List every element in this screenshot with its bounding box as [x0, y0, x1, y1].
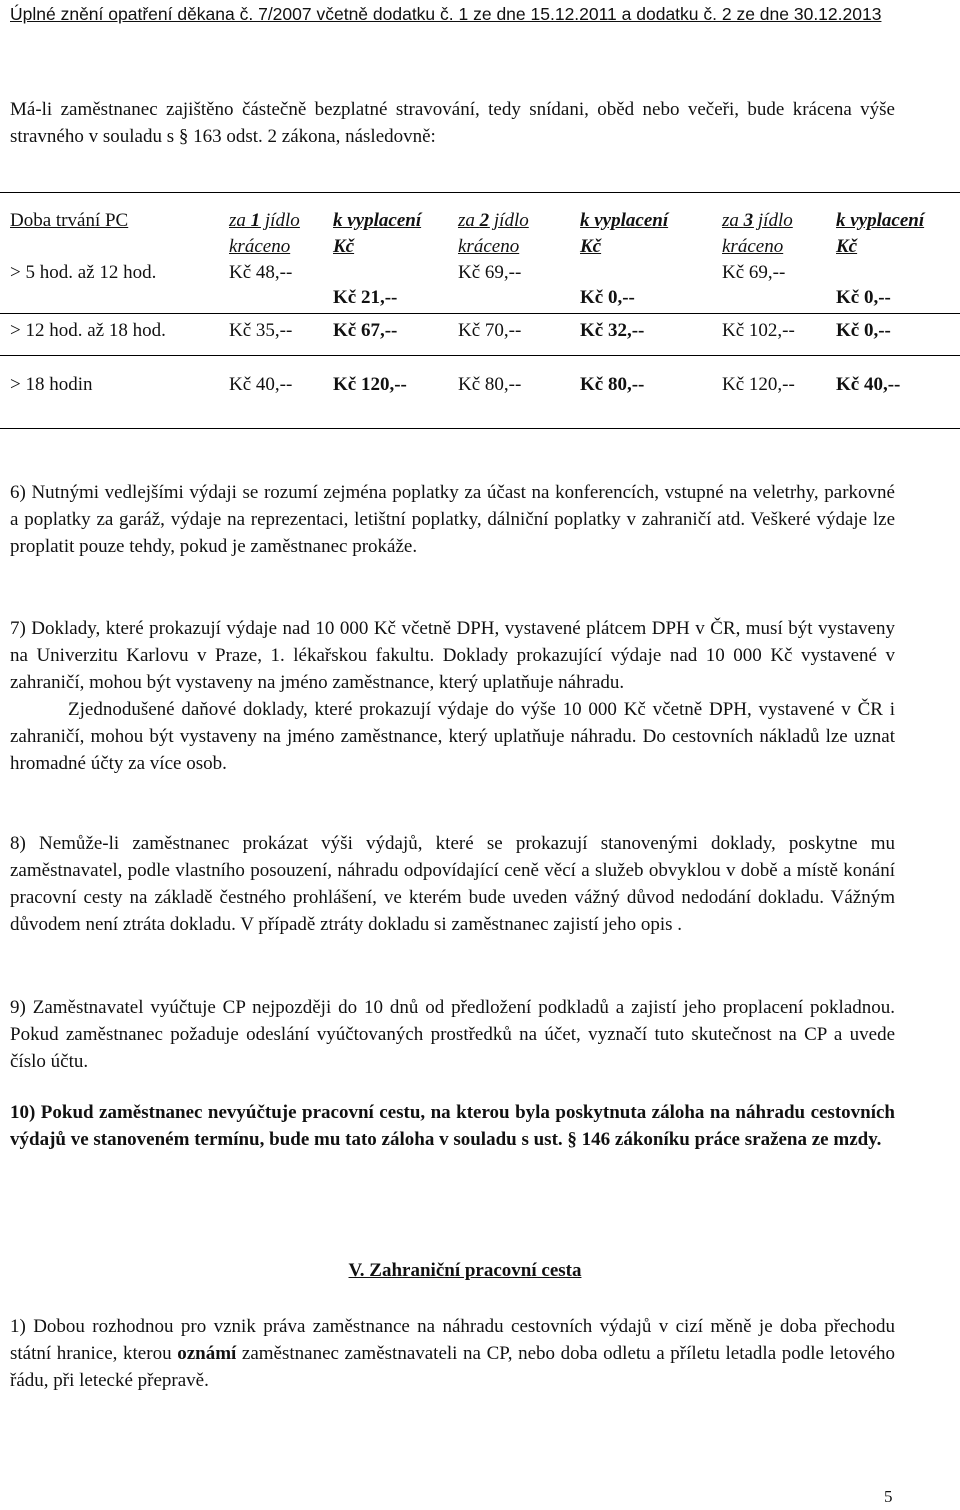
- s1-text-bold: oznámí: [177, 1343, 237, 1364]
- table-row-separator: [0, 313, 960, 314]
- row2-duration: > 12 hod. až 18 hod.: [10, 320, 166, 341]
- paragraph-8: 8) Nemůže-li zaměstnanec prokázat výši výdajů, které se prokazují stanovenými doklady, poskytne mu zaměstnavatel, podle vlastního posouzení, náhradu odpovídající ceně věcí a služeb obvyklou v době a místě konání pracovní cesty na základě čestného prohlášení, ve kterém bude uveden vážný důvod nedodání dokladu. Vážným důvodem není ztráta dokladu. V případě ztráty dokladu si zaměstnanec zajistí jeho opis .: [10, 833, 895, 935]
- intro-paragraph: Má-li zaměstnanec zajištěno částečně bezplatné stravování, tedy snídani, oběd nebo večeři, bude krácena výše stravného v souladu s § 163 odst. 2 zákona, následovně:: [10, 99, 895, 147]
- header-duration: Doba trvání PC: [10, 210, 129, 231]
- paragraph-7: [10, 615, 895, 777]
- paragraph-9: 9) Zaměstnavatel vyúčtuje CP nejpozději do 10 dnů od předložení podkladů a zajistí jeho proplacení pokladnou. Pokud zaměstnanec požaduje odeslání vyúčtovaných prostředků na účet, vyznačí tuto skutečnost na CP a uvede číslo účtu.: [10, 997, 895, 1072]
- row1-meal2: Kč 69,--: [458, 262, 522, 283]
- row2-meal1: Kč 35,--: [229, 320, 293, 341]
- header-meal2: za 2 jídlo kráceno: [458, 210, 529, 257]
- row2-pay2: Kč 32,--: [580, 320, 645, 341]
- table-row-separator: [0, 355, 960, 356]
- row3-pay2: Kč 80,--: [580, 374, 645, 395]
- row3-duration: > 18 hodin: [10, 374, 93, 395]
- row3-pay3: Kč 40,--: [836, 374, 901, 395]
- row2-meal3: Kč 102,--: [722, 320, 795, 341]
- row1-duration: > 5 hod. až 12 hod.: [10, 262, 157, 283]
- row3-pay1: Kč 120,--: [333, 374, 407, 395]
- s1-text-after: zaměstnanec zaměstnavateli na CP, nebo doba odletu a příletu letadla podle letového řádu, při letecké přepravě.: [10, 1343, 895, 1391]
- row2-pay3: Kč 0,--: [836, 320, 891, 341]
- row1-pay2: Kč 0,--: [580, 287, 635, 308]
- page-number: 5: [884, 1487, 893, 1506]
- row1-meal1: Kč 48,--: [229, 262, 293, 283]
- document-header: Úplné znění opatření děkana č. 7/2007 včetně dodatku č. 1 ze dne 15.12.2011 a dodatku č. 2 ze dne 30.12.2013: [10, 4, 882, 24]
- header-pay1: k vyplacení Kč: [333, 210, 422, 257]
- header-meal3: za 3 jídlo kráceno: [722, 210, 793, 257]
- meal-reduction-table: [0, 192, 960, 429]
- header-meal1: za 1 jídlo kráceno: [229, 210, 300, 257]
- row1-pay3: Kč 0,--: [836, 287, 891, 308]
- row3-meal3: Kč 120,--: [722, 374, 795, 395]
- header-pay3: k vyplacení Kč: [836, 210, 925, 257]
- row3-meal1: Kč 40,--: [229, 374, 293, 395]
- paragraph-7a: 7) Doklady, které prokazují výdaje nad 10 000 Kč včetně DPH, vystavené plátcem DPH v ČR, musí být vystaveny na Univerzitu Karlovu v Praze, 1. lékařskou fakultu. Doklady prokazující výdaje nad 10 000 Kč vystavené v zahraničí, mohou být vystaveny na jméno zaměstnance, který uplatňuje náhradu.: [10, 618, 895, 693]
- paragraph-6: 6) Nutnými vedlejšími výdaji se rozumí zejména poplatky za účast na konferencích, vstupné na veletrhy, parkovné a poplatky za garáž, výdaje na reprezentaci, letištní poplatky, dálniční poplatky v zahraničí atd. Veškeré výdaje lze proplatit pouze tehdy, pokud je zaměstnanec prokáže.: [10, 482, 895, 557]
- table-bottom-border: [0, 428, 960, 429]
- row1-meal3: Kč 69,--: [722, 262, 786, 283]
- row3-meal2: Kč 80,--: [458, 374, 522, 395]
- table-top-border: [0, 192, 960, 193]
- s1-text-before: 1) Dobou rozhodnou pro vznik práva zaměstnance na náhradu cestovních výdajů v cizí měně je doba přechodu státní hranice, kterou: [10, 1316, 895, 1364]
- row1-pay1: Kč 21,--: [333, 287, 398, 308]
- row2-meal2: Kč 70,--: [458, 320, 522, 341]
- section-title: V. Zahraniční pracovní cesta: [348, 1260, 582, 1281]
- paragraph-7b: Zjednodušené daňové doklady, které prokazují výdaje do výše 10 000 Kč včetně DPH, vystavené v ČR i zahraničí, mohou být vystaveny na jméno zaměstnance, který uplatňuje náhradu. Do cestovních nákladů lze uznat hromadné účty za více osob.: [10, 699, 895, 774]
- paragraph-10: 10) Pokud zaměstnanec nevyúčtuje pracovní cestu, na kterou byla poskytnuta záloha na náhradu cestovních výdajů ve stanoveném termínu, bude mu tato záloha v souladu s ust. § 146 zákoníku práce sražena ze mzdy.: [10, 1102, 895, 1150]
- section-v-paragraph-1: [10, 1313, 895, 1394]
- header-pay2: k vyplacení Kč: [580, 210, 669, 257]
- row2-pay1: Kč 67,--: [333, 320, 398, 341]
